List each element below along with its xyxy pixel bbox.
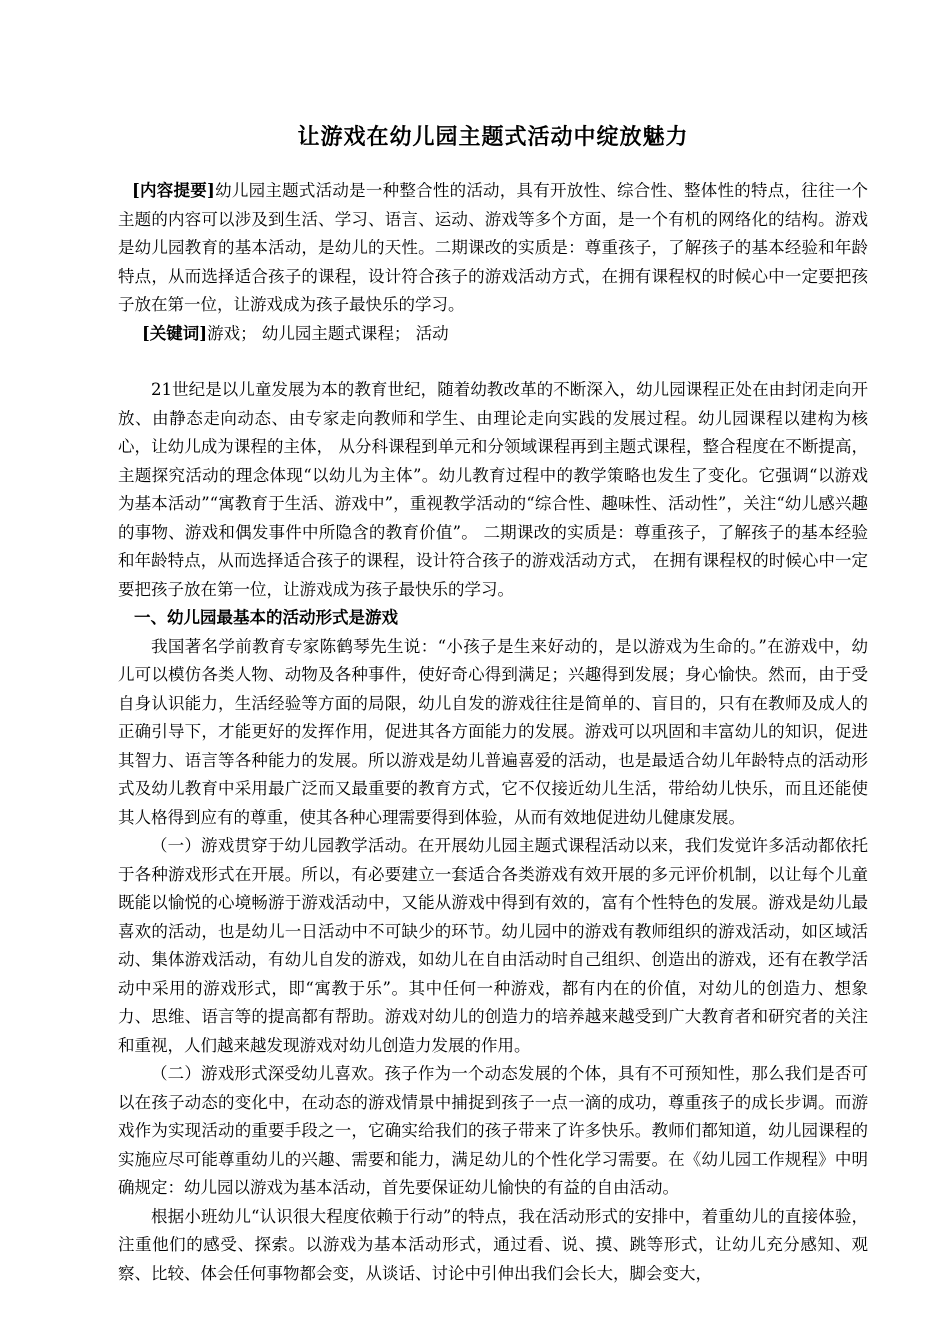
abstract-text: 幼儿园主题式活动是一种整合性的活动，具有开放性、综合性、整体性的特点，往往一个主题的内容可以涉及到生活、学习、语言、运动、游戏等多个方面，是一个有机的网络化的结构。游戏是幼儿园教育的基本活动，是幼儿的天性。二期课改的实质是：尊重孩子，了解孩子的基本经验和年龄特点，从而选择适合孩子的课程，设计符合孩子的游戏活动方式，在拥有课程权的时候心中一定要把孩子放在第一位，让游戏成为孩子最快乐的学习。 <box>118 181 868 314</box>
body-paragraph: 根据小班幼儿“认识很大程度依赖于行动”的特点，我在活动形式的安排中，着重幼儿的直接体验，注重他们的感受、探索。以游戏为基本活动形式，通过看、说、摸、跳等形式，让幼儿充分感知、观察、比较、体会任何事物都会变，从谈话、讨论中引伸出我们会长大，脚会变大， <box>118 1206 868 1283</box>
document-page <box>118 120 868 1288</box>
spacer <box>118 348 868 376</box>
keywords-text: 游戏； 幼儿园主题式课程； 活动 <box>207 323 449 343</box>
body-paragraph: （二）游戏形式深受幼儿喜欢。孩子作为一个动态发展的个体，具有不可预知性，那么我们是否可以在孩子动态的变化中，在动态的游戏情景中捕捉到孩子一点一滴的成功，尊重孩子的成长步调。而游戏作为实现活动的重要手段之一，它确实给我们的孩子带来了许多快乐。教师们都知道，幼儿园课程的实施应尽可能尊重幼儿的兴趣、需要和能力，满足幼儿的个性化学习需要。在《幼儿园工作规程》中明确规定：幼儿园以游戏为基本活动，首先要保证幼儿愉快的有益的自由活动。 <box>118 1064 868 1197</box>
section-heading: 一、幼儿园最基本的活动形式是游戏 <box>134 608 398 627</box>
body-paragraph: 我国著名学前教育专家陈鹤琴先生说：“小孩子是生来好动的，是以游戏为生命的。”在游戏中，幼儿可以模仿各类人物、动物及各种事件，使好奇心得到满足；兴趣得到发展；身心愉快。然而，由于受自身认识能力，生活经验等方面的局限，幼儿自发的游戏往往是简单的、盲目的，只有在教师及成人的正确引导下，才能更好的发挥作用，促进其各方面能力的发展。游戏可以巩固和丰富幼儿的知识，促进其智力、语言等各种能力的发展。所以游戏是幼儿普遍喜爱的活动，也是最适合幼儿年龄特点的活动形式及幼儿教育中采用最广泛而又最重要的教育方式，它不仅接近幼儿生活，带给幼儿快乐，而且还能使其人格得到应有的尊重，使其各种心理需要得到体验，从而有效地促进幼儿健康发展。 <box>118 636 868 827</box>
abstract-label: [内容提要] <box>132 181 215 200</box>
keywords-label: [关键词] <box>142 323 208 343</box>
body-paragraph: （一）游戏贯穿于幼儿园教学活动。在开展幼儿园主题式课程活动以来，我们发觉许多活动都依托于各种游戏形式在开展。所以，有必要建立一套适合各类游戏有效开展的多元评价机制，以让每个儿童既能以愉悦的心境畅游于游戏活动中，又能从游戏中得到有效的，富有个性特色的发展。游戏是幼儿最喜欢的活动，也是幼儿一日活动中不可缺少的环节。幼儿园中的游戏有教师组织的游戏活动，如区域活动、集体游戏活动，有幼儿自发的游戏，如幼儿在自由活动时自己组织、创造出的游戏，还有在教学活动中采用的游戏形式，即“寓教于乐”。其中任何一种游戏，都有内在的价值，对幼儿的创造力、想象力、思维、语言等的提高都有帮助。游戏对幼儿的创造力的培养越来越受到广大教育者和研究者的关注和重视，人们越来越发现游戏对幼儿创造力发展的作用。 <box>118 836 868 1055</box>
keywords-line <box>118 320 868 349</box>
abstract-paragraph <box>118 177 868 320</box>
document-title: 让游戏在幼儿园主题式活动中绽放魅力 <box>297 125 689 150</box>
intro-paragraph: 21世纪是以儿童发展为本的教育世纪，随着幼教改革的不断深入，幼儿园课程正处在由封闭走向开放、由静态走向动态、由专家走向教师和学生、由理论走向实践的发展过程。幼儿园课程以建构为核心，让幼儿成为课程的主体， 从分科课程到单元和分领域课程再到主题式课程，整合程度在不断提高，主题探究活动的理念体现“以幼儿为主体”。幼儿教育过程中的教学策略也发生了变化。它强调“以游戏为基本活动”“寓教育于生活、游戏中”，重视教学活动的“综合性、趣味性、活动性”，关注“幼儿感兴趣的事物、游戏和偶发事件中所隐含的教育价值”。 二期课改的实质是：尊重孩子，了解孩子的基本经验和年龄特点，从而选择适合孩子的课程，设计符合孩子的游戏活动方式， 在拥有课程权的时候心中一定要把孩子放在第一位，让游戏成为孩子最快乐的学习。 <box>118 380 868 599</box>
